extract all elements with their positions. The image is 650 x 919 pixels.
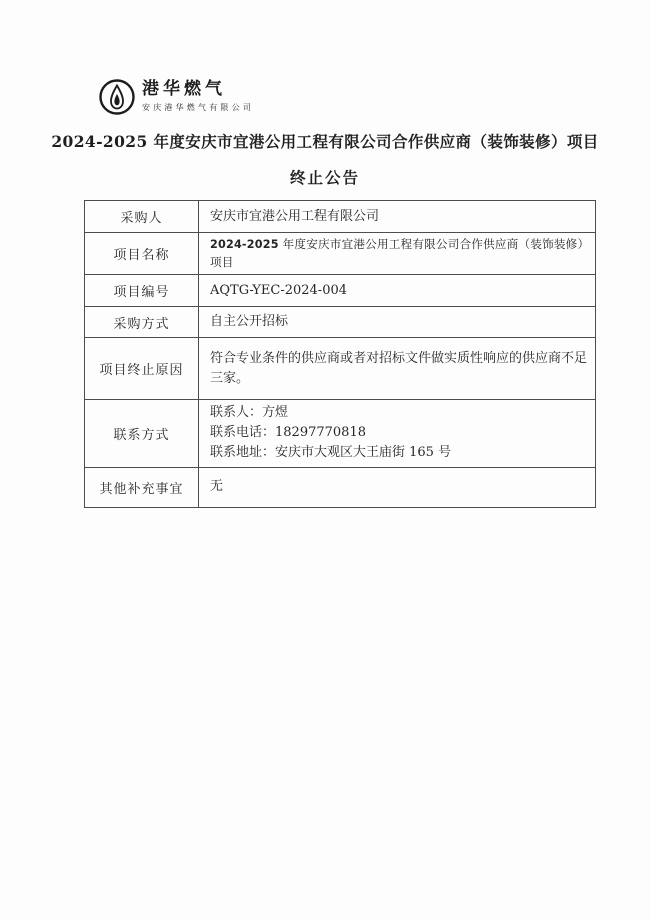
project-name-number: 2024-2025 [210,238,279,251]
table-row-project-number [85,275,596,307]
row-value: 安庆市宜港公用工程有限公司 [199,201,596,233]
contact-address: 联系地址：安庆市大观区大王庙街 165 号 [210,445,452,461]
row-value: 符合专业条件的供应商或者对招标文件做实质性响应的供应商不足三家。 [199,338,596,400]
row-label: 联系方式 [85,400,199,467]
document-title-line-2: 终止公告 [289,168,360,187]
row-label: 采购方式 [85,307,199,338]
contact-phone: 联系电话：18297770818 [210,425,366,441]
row-value [199,400,596,467]
row-value: AQTG-YEC-2024-004 [199,275,596,307]
table-row-contact-info [85,400,596,467]
flame-icon [98,78,136,116]
row-value: 自主公开招标 [199,307,596,338]
table-row-project-name [85,233,596,275]
row-value [199,233,596,275]
table-row-purchaser [85,201,596,233]
logo-text-block [142,81,254,113]
document-title-line-1: 2024-2025 年度安庆市宜港公用工程有限公司合作供应商（装饰装修）项目 [51,132,599,151]
logo-company-text: 安庆港华燃气有限公司 [142,102,254,112]
row-label: 项目编号 [85,275,199,307]
table-row-procurement-method [85,307,596,338]
contact-person: 联系人：方煜 [210,405,289,421]
row-label: 其他补充事宜 [85,467,199,507]
row-label: 项目终止原因 [85,338,199,400]
row-label: 项目名称 [85,233,199,275]
row-value: 无 [199,467,596,507]
logo-brand-text: 港华燃气 [142,79,226,100]
row-label: 采购人 [85,201,199,233]
brand-logo [98,78,254,116]
table-row-termination-reason [85,338,596,400]
project-name-rest: 年度安庆市宜港公用工程有限公司合作供应商（装饰装修）项目 [210,237,584,269]
announcement-info-table [84,200,596,508]
table-row-other-matters [85,467,596,507]
